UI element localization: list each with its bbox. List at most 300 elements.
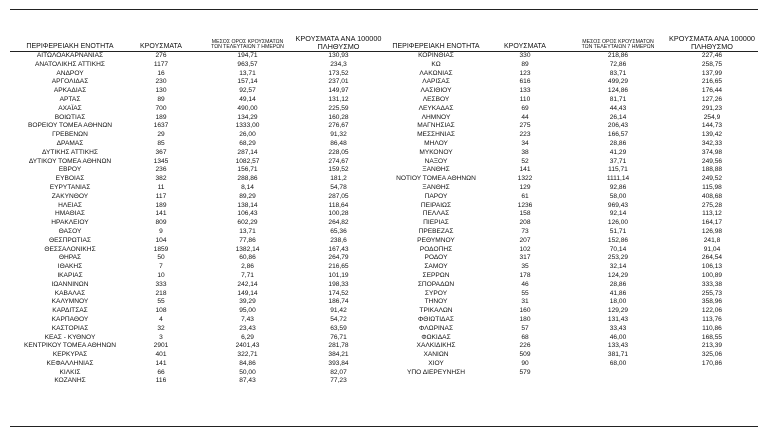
region-name: ΗΛΕΙΑΣ: [58, 201, 82, 209]
avg7-value: 41,86: [609, 289, 627, 297]
region-name: ΚΕΦΑΛΛΗΝΙΑΣ: [46, 359, 94, 367]
per100k-value: 216,65: [328, 263, 349, 271]
cases-value: 46: [521, 280, 529, 288]
region-name: ΣΕΡΡΩΝ: [422, 271, 450, 279]
avg7-value: 92,86: [609, 183, 627, 191]
table-row: [10, 140, 382, 149]
cases-value: 104: [155, 236, 167, 244]
table-row: [388, 52, 760, 61]
avg7-value: 83,71: [609, 69, 627, 77]
table-row: [10, 281, 382, 290]
table-row: [10, 61, 382, 70]
region-name: ΠΡΕΒΕΖΑΣ: [418, 227, 454, 235]
cases-value: 66: [157, 368, 165, 376]
avg7-value: 131,43: [607, 315, 629, 323]
table-row: [388, 298, 760, 307]
avg7-value: 60,86: [239, 254, 256, 262]
cases-value: 32: [157, 324, 165, 332]
per100k-value: 170,86: [701, 359, 723, 367]
avg7-header: ΜΕΣΟΣ ΟΡΟΣ ΚΡΟΥΣΜΑΤΩΝ ΤΩΝ ΤΕΛΕΥΤΑΙΩΝ 7 ΗΜΕΡΩΝ: [211, 38, 284, 51]
cases-value: 223: [519, 131, 531, 139]
avg7-value: 46,00: [609, 333, 627, 341]
per100k-header: ΚΡΟΥΣΜΑΤΑ ΑΝΑ 100000 ΠΛΗΘΥΣΜΟ: [669, 33, 755, 51]
region-name: ΚΑΡΔΙΤΣΑΣ: [52, 307, 88, 315]
cases-value: 11: [157, 183, 165, 191]
cases-value: 189: [155, 201, 167, 209]
cases-value: 123: [519, 69, 531, 77]
table-row: [10, 307, 382, 316]
cases-value: 38: [521, 148, 529, 156]
cases-value: 73: [521, 227, 529, 235]
avg7-value: 152,86: [607, 236, 629, 244]
per100k-value: 241,8: [703, 236, 721, 244]
cases-value: 275: [519, 122, 531, 130]
avg7-value: 149,14: [237, 289, 258, 297]
region-name: ΧΙΟΥ: [428, 359, 444, 367]
avg7-value: 194,71: [237, 52, 258, 59]
cases-value: 130: [155, 87, 167, 95]
table-row: [388, 334, 760, 343]
region-name: ΛΑΡΙΣΑΣ: [422, 78, 450, 86]
table-row: [388, 87, 760, 96]
region-name: ΚΕΝΤΡΙΚΟΥ ΤΟΜΕΑ ΑΘΗΝΩΝ: [24, 342, 116, 350]
per100k-value: 167,43: [328, 245, 349, 253]
per100k-value: 131,12: [328, 95, 349, 103]
avg7-value: 1082,57: [235, 157, 260, 165]
avg7-value: 84,86: [239, 359, 256, 367]
avg7-value: 23,43: [239, 324, 256, 332]
avg7-value: 51,71: [609, 227, 627, 235]
per100k-value: 76,71: [330, 333, 347, 341]
per100k-value: 127,26: [701, 95, 723, 103]
avg7-value: 115,71: [608, 166, 628, 174]
avg7-value: 26,14: [609, 113, 627, 121]
per100k-value: 274,67: [328, 157, 349, 165]
region-name: ΘΑΣΟΥ: [58, 227, 82, 235]
table-row: [388, 96, 760, 105]
cases-value: 218: [155, 289, 167, 297]
avg7-header: ΜΕΣΟΣ ΟΡΟΣ ΚΡΟΥΣΜΑΤΩΝ ΤΩΝ ΤΕΛΕΥΤΑΙΩΝ 7 ΗΜΕΡΩΝ: [581, 38, 655, 51]
table-row: [10, 316, 382, 325]
table-row: [388, 254, 760, 263]
table-row: [388, 105, 760, 114]
region-name: ΛΗΜΝΟΥ: [421, 113, 451, 121]
region-name: ΛΕΣΒΟΥ: [422, 95, 450, 103]
table-row: [10, 202, 382, 211]
per100k-value: 82,07: [330, 368, 347, 376]
cases-value: 133: [519, 87, 531, 95]
per100k-value: 106,13: [701, 263, 723, 271]
avg7-value: 156,71: [237, 166, 258, 174]
cases-value: 141: [155, 359, 167, 367]
avg7-value: 602,29: [237, 219, 258, 227]
table-row: [10, 377, 382, 386]
region-name: ΠΑΡΟΥ: [424, 192, 448, 200]
region-header: ΠΕΡΙΦΕΡΕΙΑΚΗ ΕΝΟΤΗΤΑ: [392, 43, 480, 51]
table-row: [10, 228, 382, 237]
cases-value: 226: [519, 342, 531, 350]
per100k-value: 408,68: [701, 192, 723, 200]
avg7-value: 89,29: [239, 192, 256, 200]
avg7-value: 44,43: [609, 104, 627, 112]
per100k-value: 160,28: [328, 113, 349, 121]
avg7-value: 26,00: [239, 131, 256, 139]
region-name: ΞΑΝΘΗΣ: [422, 183, 450, 191]
avg7-value: 32,14: [609, 263, 627, 271]
right-table-header: [388, 22, 760, 52]
region-name: ΦΛΩΡΙΝΑΣ: [418, 324, 454, 332]
region-name: ΑΡΓΟΛΙΔΑΣ: [51, 78, 89, 86]
per100k-value: 174,52: [328, 289, 349, 297]
cases-value: 160: [519, 307, 531, 315]
table-row: [388, 237, 760, 246]
cases-value: 141: [155, 210, 167, 218]
per100k-value: 100,28: [328, 210, 349, 218]
per100k-value: 287,05: [328, 192, 349, 200]
avg7-value: 126,00: [607, 219, 629, 227]
avg7-value: 106,43: [237, 210, 258, 218]
table-row: [10, 334, 382, 343]
cases-value: 317: [519, 254, 531, 262]
per100k-value: 254,9: [703, 113, 721, 121]
per100k-value: 144,73: [701, 122, 723, 130]
avg7-value: 58,00: [609, 192, 627, 200]
per100k-value: 100,89: [701, 271, 723, 279]
region-name: ΤΗΝΟΥ: [424, 298, 448, 306]
cases-value: 90: [521, 359, 529, 367]
region-name: ΚΙΛΚΙΣ: [59, 368, 81, 376]
per100k-value: 91,04: [703, 245, 721, 253]
left-table-body: [10, 52, 382, 386]
per100k-value: 216,65: [701, 78, 723, 86]
cases-value: 3: [159, 333, 163, 341]
cases-value: 1637: [153, 122, 169, 130]
cases-value: 579: [519, 368, 531, 376]
avg7-value: 72,86: [609, 60, 627, 68]
cases-value: 69: [521, 104, 529, 112]
avg7-value: 28,86: [609, 139, 627, 147]
cases-value: 89: [157, 95, 165, 103]
avg7-value: 322,71: [237, 351, 258, 359]
region-name: ΜΗΛΟΥ: [424, 139, 448, 147]
per100k-value: 188,88: [701, 166, 723, 174]
table-row: [388, 175, 760, 184]
region-name: ΜΑΓΝΗΣΙΑΣ: [417, 122, 455, 130]
avg7-value: 81,71: [609, 95, 627, 103]
table-row: [388, 272, 760, 281]
cases-value: 31: [521, 298, 529, 306]
cases-value: 367: [155, 148, 167, 156]
per100k-value: 54,78: [330, 183, 347, 191]
table-row: [10, 175, 382, 184]
cases-value: 61: [521, 192, 529, 200]
avg7-value: 87,43: [239, 377, 256, 385]
avg7-value: 7,71: [241, 271, 254, 279]
cases-value: 57: [521, 324, 529, 332]
cases-value: 2901: [153, 342, 169, 350]
table-row: [10, 131, 382, 140]
per100k-value: 237,01: [328, 78, 349, 86]
table-row: [10, 70, 382, 79]
region-name: ΞΑΝΘΗΣ: [422, 166, 450, 174]
region-name: ΚΕΡΚΥΡΑΣ: [52, 351, 88, 359]
cases-value: 4: [159, 315, 163, 323]
per100k-value: 374,98: [701, 148, 723, 156]
per100k-value: 275,28: [701, 201, 723, 209]
table-row: [10, 78, 382, 87]
table-row: [10, 184, 382, 193]
per100k-value: 168,55: [701, 333, 723, 341]
table-row: [388, 140, 760, 149]
cases-value: 55: [157, 298, 165, 306]
cases-value: 34: [521, 139, 529, 147]
table-row: [388, 228, 760, 237]
avg7-value: 157,14: [237, 78, 258, 86]
region-name: ΙΚΑΡΙΑΣ: [57, 271, 83, 279]
per100k-value: 227,46: [701, 52, 723, 59]
region-header: ΠΕΡΙΦΕΡΕΙΑΚΗ ΕΝΟΤΗΤΑ: [26, 43, 114, 51]
cases-header: ΚΡΟΥΣΜΑΤΑ: [504, 43, 546, 51]
per100k-value: 176,44: [701, 87, 723, 95]
region-name: ΜΕΣΣΗΝΙΑΣ: [417, 131, 455, 139]
per100k-value: 149,97: [328, 87, 349, 95]
table-row: [388, 70, 760, 79]
avg7-value: 124,29: [607, 271, 629, 279]
cases-value: 616: [519, 78, 531, 86]
region-name: ΗΜΑΘΙΑΣ: [55, 210, 85, 218]
table-row: [10, 166, 382, 175]
per100k-value: 110,86: [702, 324, 722, 332]
cases-value: 178: [519, 271, 531, 279]
region-name: ΠΕΙΡΑΙΩΣ: [420, 201, 452, 209]
per100k-value: 213,39: [701, 342, 723, 350]
region-name: ΠΙΕΡΙΑΣ: [423, 219, 449, 227]
per100k-value: 291,23: [701, 104, 723, 112]
per100k-value: 130,93: [328, 52, 349, 59]
per100k-value: 198,33: [328, 280, 349, 288]
table-row: [388, 202, 760, 211]
per100k-value: 228,05: [328, 148, 349, 156]
table-row: [10, 87, 382, 96]
table-row: [388, 131, 760, 140]
table-row: [388, 307, 760, 316]
cases-value: 1322: [517, 175, 533, 183]
region-name: ΚΩ: [431, 60, 441, 68]
table-row: [10, 290, 382, 299]
cases-value: 330: [519, 52, 531, 59]
avg7-value: 1111,14: [606, 175, 630, 183]
table-row: [10, 325, 382, 334]
avg7-value: 28,86: [609, 280, 627, 288]
cases-value: 1236: [517, 201, 533, 209]
cases-value: 102: [519, 245, 531, 253]
cases-value: 55: [521, 289, 529, 297]
avg7-value: 499,29: [607, 78, 629, 86]
per100k-value: 126,98: [701, 227, 723, 235]
table-row: [388, 342, 760, 351]
region-name: ΑΝΑΤΟΛΙΚΗΣ ΑΤΤΙΚΗΣ: [35, 60, 105, 68]
region-name: ΙΩΑΝΝΙΝΩΝ: [51, 280, 89, 288]
region-name: ΚΑΛΥΜΝΟΥ: [51, 298, 89, 306]
region-name: ΡΕΘΥΜΝΟΥ: [417, 236, 455, 244]
table-row: [388, 360, 760, 369]
table-row: [10, 219, 382, 228]
per100k-value: 186,74: [328, 298, 349, 306]
cases-header: ΚΡΟΥΣΜΑΤΑ: [140, 43, 182, 51]
cases-value: 700: [155, 104, 167, 112]
table-row: [388, 166, 760, 175]
region-name: ΑΙΤΩΛΟΑΚΑΡΝΑΝΙΑΣ: [36, 52, 104, 59]
per100k-value: 384,21: [328, 351, 349, 359]
per100k-value: 54,72: [330, 315, 347, 323]
per100k-value: 173,52: [328, 69, 349, 77]
per100k-value: 113,12: [702, 210, 722, 218]
table-row: [388, 325, 760, 334]
cases-value: 110: [519, 95, 531, 103]
avg7-value: 253,29: [607, 254, 629, 262]
region-name: ΖΑΚΥΝΘΟΥ: [51, 192, 89, 200]
region-name: ΕΒΡΟΥ: [58, 166, 82, 174]
cases-value: 158: [519, 210, 531, 218]
avg7-value: 41,29: [609, 148, 627, 156]
table-row: [10, 342, 382, 351]
cases-value: 68: [521, 333, 529, 341]
cases-value: 1345: [153, 157, 169, 165]
avg7-value: 206,43: [607, 122, 629, 130]
region-name: ΒΟΡΕΙΟΥ ΤΟΜΕΑ ΑΘΗΝΩΝ: [27, 122, 113, 130]
per100k-value: 276,67: [328, 122, 349, 130]
table-row: [10, 122, 382, 131]
per100k-value: 264,54: [701, 254, 723, 262]
region-name: ΕΥΒΟΙΑΣ: [55, 175, 85, 183]
cases-value: 44: [521, 113, 529, 121]
per100k-value: 137,99: [701, 69, 723, 77]
cases-value: 117: [155, 192, 167, 200]
region-name: ΔΡΑΜΑΣ: [56, 139, 84, 147]
top-rule: [10, 9, 758, 10]
table-row: [388, 149, 760, 158]
region-name: ΗΡΑΚΛΕΙΟΥ: [51, 219, 89, 227]
per100k-value: 249,52: [701, 175, 723, 183]
cases-value: 1177: [153, 60, 169, 68]
per100k-value: 234,3: [330, 60, 347, 68]
table-row: [388, 61, 760, 70]
avg7-value: 963,57: [237, 60, 258, 68]
table-row: [388, 193, 760, 202]
cases-value: 9: [159, 227, 163, 235]
table-row: [388, 316, 760, 325]
table-row: [10, 298, 382, 307]
region-name: ΛΑΚΩΝΙΑΣ: [419, 69, 453, 77]
region-name: ΦΩΚΙΔΑΣ: [421, 333, 451, 341]
per100k-value: 393,84: [328, 359, 349, 367]
per100k-value: 325,06: [701, 351, 723, 359]
table-row: [10, 237, 382, 246]
region-name: ΔΥΤΙΚΗΣ ΑΤΤΙΚΗΣ: [42, 148, 98, 156]
region-name: ΔΥΤΙΚΟΥ ΤΟΜΕΑ ΑΘΗΝΩΝ: [28, 157, 112, 165]
bottom-rule: [10, 426, 758, 427]
table-row: [388, 114, 760, 123]
region-name: ΚΕΑΣ - ΚΥΘΝΟΥ: [44, 333, 96, 341]
avg7-value: 70,14: [609, 245, 627, 253]
avg7-value: 13,71: [239, 227, 256, 235]
table-row: [10, 96, 382, 105]
avg7-value: 969,43: [607, 201, 629, 209]
cases-value: 89: [521, 60, 529, 68]
region-name: ΘΕΣΠΡΩΤΙΑΣ: [48, 236, 92, 244]
avg7-value: 1382,14: [235, 245, 260, 253]
table-row: [388, 122, 760, 131]
table-row: [10, 246, 382, 255]
avg7-value: 287,14: [237, 148, 258, 156]
table-row: [10, 158, 382, 167]
per100k-header: ΚΡΟΥΣΜΑΤΑ ΑΝΑ 100000 ΠΛΗΘΥΣΜΟ: [295, 33, 382, 51]
avg7-value: 7,43: [241, 315, 254, 323]
cases-value: 189: [155, 113, 167, 121]
table-row: [388, 219, 760, 228]
cases-value: 50: [157, 254, 165, 262]
region-name: ΚΟΡΙΝΘΙΑΣ: [418, 52, 454, 59]
avg7-value: 124,86: [607, 87, 629, 95]
table-row: [10, 369, 382, 378]
cases-value: 382: [155, 175, 167, 183]
per100k-value: 342,33: [701, 139, 723, 147]
table-row: [10, 149, 382, 158]
table-row: [10, 210, 382, 219]
region-name: ΚΑΣΤΟΡΙΑΣ: [51, 324, 89, 332]
avg7-value: 49,14: [239, 95, 256, 103]
avg7-value: 288,86: [237, 175, 258, 183]
region-name: ΡΟΔΟΠΗΣ: [419, 245, 453, 253]
cases-value: 180: [519, 315, 531, 323]
per100k-value: 264,79: [328, 254, 349, 262]
avg7-value: 490,00: [237, 104, 258, 112]
table-row: [10, 105, 382, 114]
avg7-value: 37,71: [609, 157, 627, 165]
region-name: ΜΥΚΟΝΟΥ: [419, 148, 453, 156]
per100k-value: 255,73: [701, 289, 723, 297]
table-row: [388, 351, 760, 360]
avg7-value: 68,00: [609, 359, 627, 367]
avg7-value: 242,14: [237, 280, 258, 288]
region-name: ΒΟΙΩΤΙΑΣ: [54, 113, 86, 121]
avg7-value: 39,29: [239, 298, 256, 306]
region-name: ΝΟΤΙΟΥ ΤΟΜΕΑ ΑΘΗΝΩΝ: [396, 175, 476, 183]
avg7-value: 92,57: [239, 87, 256, 95]
avg7-value: 1333,00: [235, 122, 260, 130]
avg7-value: 2401,43: [235, 342, 260, 350]
avg7-value: 218,86: [607, 52, 629, 59]
region-name: ΠΕΛΛΑΣ: [422, 210, 450, 218]
table-row: [10, 263, 382, 272]
region-name: ΤΡΙΚΑΛΩΝ: [419, 307, 453, 315]
left-table-header: [10, 22, 382, 52]
per100k-value: 101,19: [328, 271, 349, 279]
per100k-value: 77,23: [330, 377, 347, 385]
table-row: [388, 290, 760, 299]
per100k-value: 358,96: [701, 298, 723, 306]
cases-value: 129: [519, 183, 531, 191]
table-row: [10, 193, 382, 202]
cases-value: 333: [155, 280, 167, 288]
region-name: ΓΡΕΒΕΝΩΝ: [52, 131, 88, 139]
avg7-value: 381,71: [607, 351, 629, 359]
per100k-value: 115,98: [702, 183, 722, 191]
cases-value: 85: [157, 139, 165, 147]
per100k-value: 249,56: [701, 157, 723, 165]
per100k-value: 139,42: [701, 131, 723, 139]
right-table-body: [388, 52, 760, 377]
